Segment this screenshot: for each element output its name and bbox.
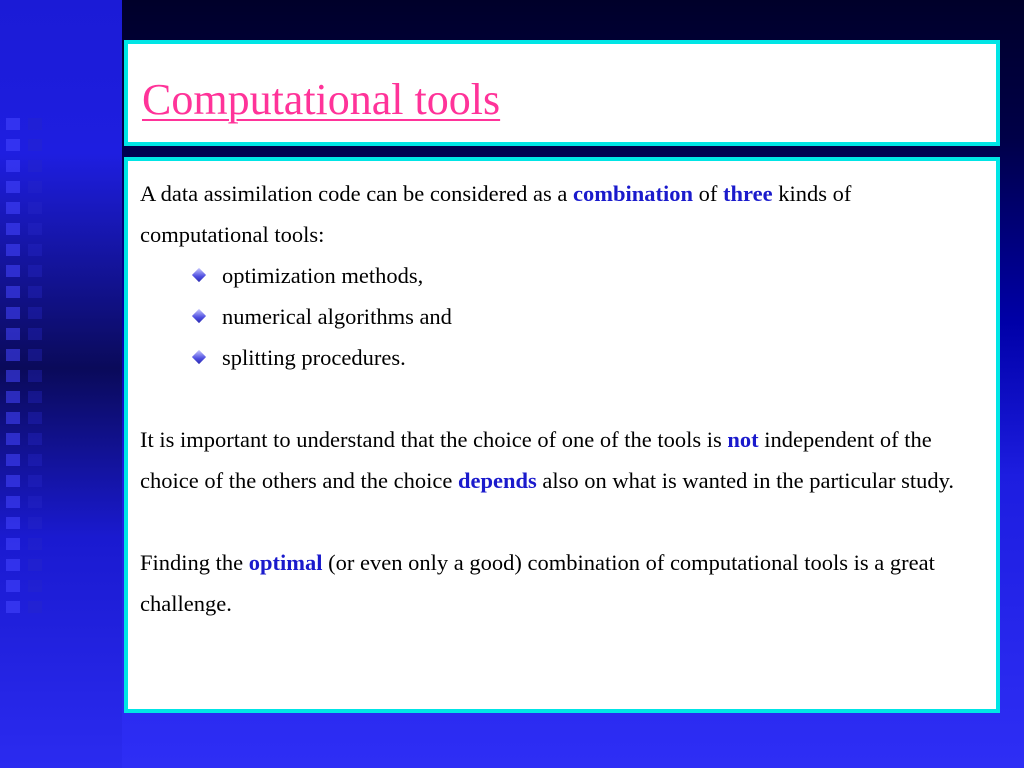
slide-title: Computational tools [142,75,501,124]
list-item-label: numerical algorithms and [222,304,452,329]
diamond-bullet-icon [192,268,206,282]
importance-text-2: independent of the choice of the others and the choice [140,427,932,493]
left-decorative-strip [0,0,122,768]
intro-text-2: of [693,181,723,206]
highlight-combination: combination [572,181,693,206]
challenge-paragraph [140,542,980,624]
highlight-optimal: optimal [248,550,323,575]
spacer [140,378,980,419]
intro-text-3: kinds of computational tools: [140,181,852,247]
list-item-label: splitting procedures. [222,345,406,370]
importance-paragraph [140,419,980,501]
highlight-not: not [727,427,759,452]
spacer [140,501,980,542]
diamond-bullet-icon [192,350,206,364]
challenge-text-2: (or even only a good) combination of computational tools is a great challenge. [140,550,935,616]
highlight-three: three [723,181,773,206]
list-item [192,255,980,296]
list-item [192,337,980,378]
intro-text-1: A data assimilation code can be considered as a [140,181,573,206]
decorative-squares [6,118,42,622]
intro-paragraph [140,173,980,255]
content-box [124,157,1000,713]
challenge-text-1: Finding the [140,550,249,575]
importance-text-3: also on what is wanted in the particular study. [536,468,954,493]
list-item [192,296,980,337]
tools-list [140,255,980,378]
slide-content [140,173,980,624]
diamond-bullet-icon [192,309,206,323]
title-box [124,40,1000,146]
highlight-depends: depends [458,468,537,493]
importance-text-1: It is important to understand that the choice of one of the tools is [140,427,728,452]
list-item-label: optimization methods, [222,263,424,288]
